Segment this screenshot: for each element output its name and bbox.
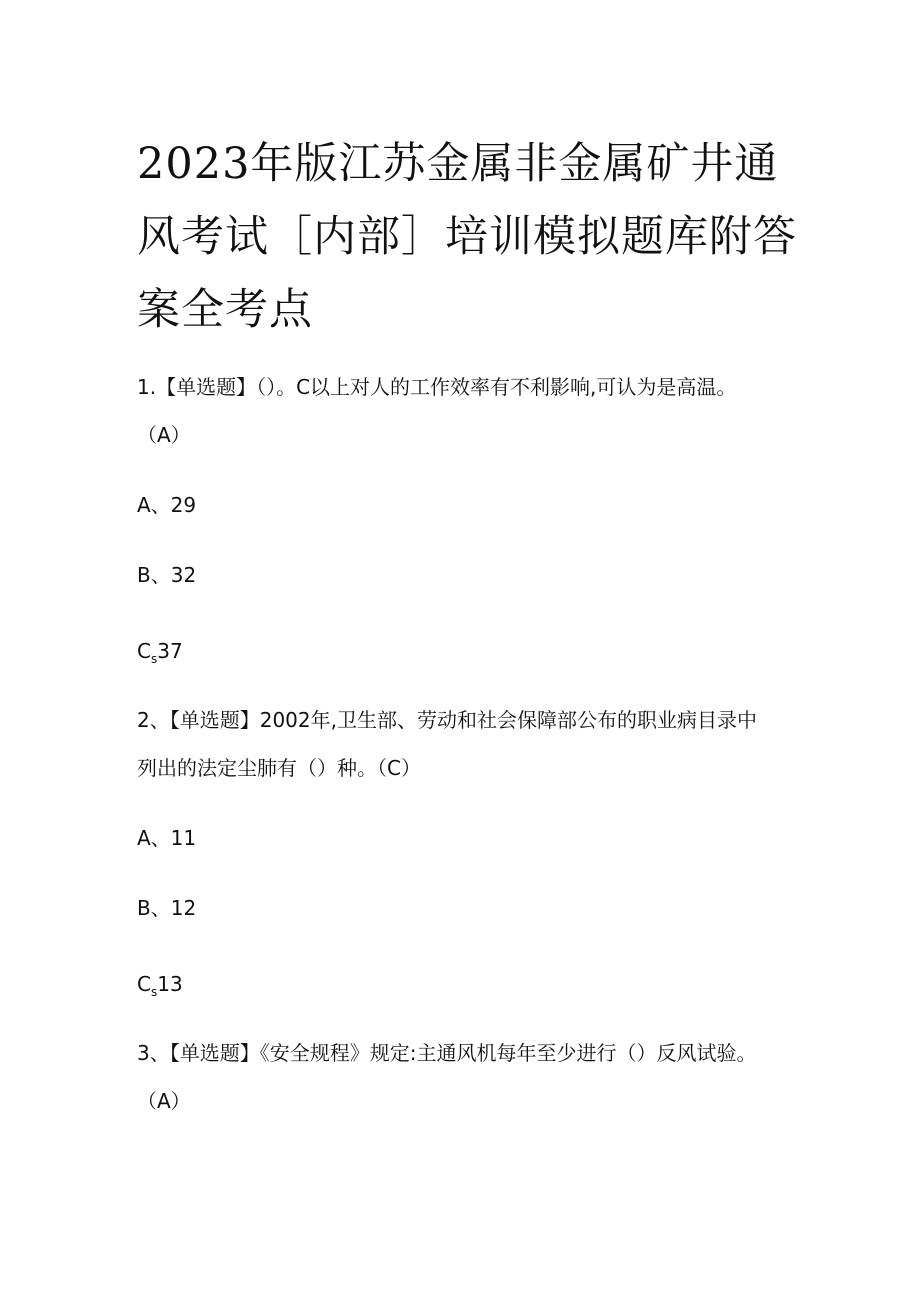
- question-2-option-c: [137, 970, 183, 1006]
- question-3-answer: （A）: [137, 1089, 191, 1113]
- question-2-option-a: A、11: [137, 826, 197, 850]
- option-c-letter: C: [137, 972, 151, 996]
- question-2-stem-continued: 列出的法定尘肺有（）种。（C）: [137, 756, 421, 780]
- question-1-answer: （A）: [137, 423, 191, 447]
- question-1-option-a: A、29: [137, 493, 197, 517]
- question-1-stem: 1.【单选题】（）。C以上对人的工作效率有不利影响,可认为是高温。: [137, 375, 737, 399]
- option-c-mark: s: [150, 985, 158, 999]
- question-3-stem: 3、【单选题】《安全规程》规定:主通风机每年至少进行（）反风试验。: [137, 1041, 757, 1065]
- option-c-letter: C: [137, 639, 151, 663]
- option-c-value: 13: [157, 972, 183, 996]
- option-c-mark: s: [150, 652, 158, 666]
- document-title: 2023年版江苏金属非金属矿井通风考试［内部］培训模拟题库附答案全考点: [137, 139, 797, 335]
- question-1-option-c: [137, 637, 183, 673]
- question-2-stem: 2、【单选题】2002年,卫生部、劳动和社会保障部公布的职业病目录中: [137, 708, 757, 732]
- option-c-value: 37: [157, 639, 183, 663]
- question-1-option-b: B、32: [137, 563, 197, 587]
- question-2-option-b: B、12: [137, 896, 197, 920]
